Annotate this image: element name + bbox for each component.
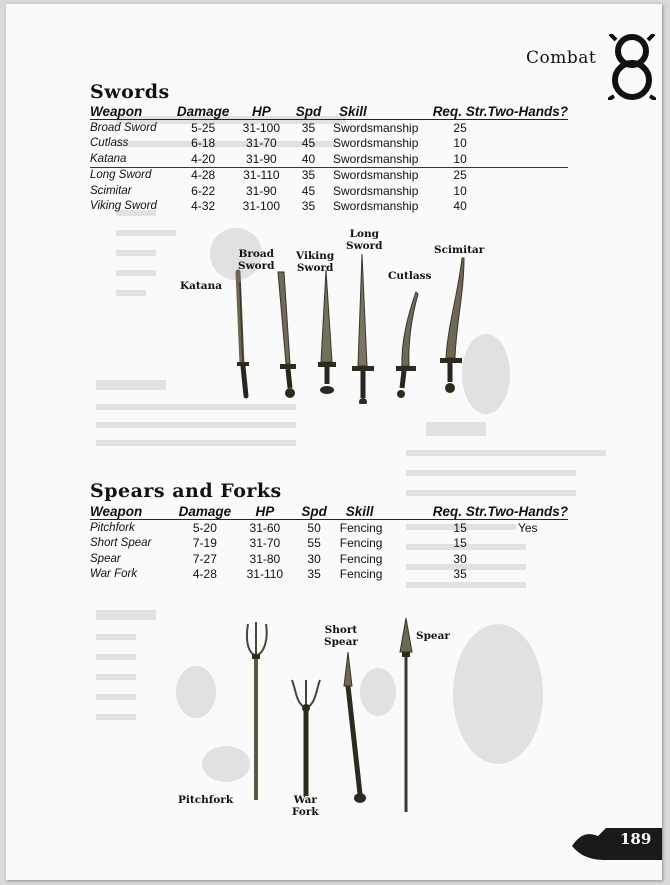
pitchfork-label: Pitchfork	[178, 794, 234, 806]
spd-value: 35	[301, 199, 316, 214]
table-row	[90, 183, 568, 199]
col-spd: Spd	[295, 104, 322, 119]
viking-sword-icon	[318, 270, 336, 394]
skill-value: Fencing	[339, 567, 383, 582]
pitchfork-icon	[247, 622, 267, 800]
col-weapon: Weapon	[90, 104, 143, 119]
manual-page	[6, 4, 662, 880]
spd-value: 55	[307, 536, 321, 551]
broad-sword-icon	[278, 272, 296, 398]
col-skill: Skill	[345, 504, 374, 519]
hp-value: 31-110	[246, 567, 284, 582]
req-str-value: 35	[453, 567, 467, 582]
damage-value: 7-27	[192, 551, 217, 566]
skill-value: Swordsmanship	[333, 151, 419, 166]
weapon-name: Katana	[90, 152, 127, 165]
hp-value: 31-90	[246, 151, 277, 166]
col-two-hands: Two-Hands?	[487, 104, 568, 119]
skill-value: Swordsmanship	[333, 168, 419, 183]
weapon-name: Long Sword	[90, 169, 152, 182]
weapon-name: Pitchfork	[90, 521, 135, 534]
col-hp: HP	[251, 104, 271, 119]
spear-label: Spear	[416, 630, 450, 642]
two-hands-value	[487, 136, 568, 152]
col-two-hands: Two-Hands?	[487, 504, 568, 519]
two-hands-value	[487, 199, 568, 215]
damage-value: 4-28	[191, 168, 216, 183]
col-damage: Damage	[178, 504, 232, 519]
spd-value: 40	[301, 151, 316, 166]
damage-value: 6-22	[191, 183, 216, 198]
short-spear-label: Short Spear	[324, 624, 358, 648]
damage-value: 6-18	[191, 136, 216, 151]
req-str-value: 10	[453, 151, 467, 166]
hp-value: 31-100	[242, 199, 281, 214]
two-hands-value	[487, 167, 568, 183]
req-str-value: 25	[453, 120, 467, 135]
ankh-emblem-icon	[608, 34, 656, 100]
col-spd: Spd	[301, 504, 327, 519]
table-row	[90, 167, 568, 183]
table-row	[90, 551, 568, 567]
spears-section-title: Spears and Forks	[90, 480, 282, 502]
table-row	[90, 151, 568, 167]
damage-value: 4-32	[191, 199, 216, 214]
spd-value: 35	[307, 567, 321, 582]
swords-table-header	[90, 104, 568, 120]
skill-value: Swordsmanship	[333, 120, 419, 135]
katana-label: Katana	[180, 280, 223, 292]
req-str-value: 40	[453, 199, 467, 214]
swords-illustration	[226, 254, 476, 404]
viking-sword-label: Viking Sword	[296, 250, 335, 274]
weapon-name: Viking Sword	[90, 200, 157, 213]
req-str-value: 10	[453, 136, 467, 151]
long-sword-icon	[352, 254, 374, 404]
col-damage: Damage	[176, 104, 230, 119]
table-row	[90, 520, 568, 536]
spears-table	[90, 504, 568, 582]
col-weapon: Weapon	[90, 504, 143, 519]
two-hands-value	[487, 120, 568, 136]
spd-value: 35	[301, 120, 316, 135]
hp-value: 31-60	[249, 520, 281, 535]
skill-value: Swordsmanship	[333, 136, 419, 151]
swords-table	[90, 104, 568, 214]
skill-value: Fencing	[339, 536, 383, 551]
skill-value: Fencing	[339, 520, 383, 535]
skill-value: Swordsmanship	[333, 199, 419, 214]
hp-value: 31-90	[246, 183, 277, 198]
two-hands-value	[487, 551, 568, 567]
weapon-name: Broad Sword	[90, 121, 157, 134]
req-str-value: 10	[453, 183, 467, 198]
scimitar-icon	[440, 258, 464, 393]
table-row	[90, 120, 568, 136]
spd-value: 45	[301, 183, 316, 198]
damage-value: 4-28	[192, 567, 217, 582]
long-sword-label: Long Sword	[346, 228, 383, 252]
damage-value: 5-20	[192, 520, 217, 535]
spd-value: 30	[307, 551, 321, 566]
hp-value: 31-100	[242, 120, 281, 135]
hp-value: 31-80	[249, 551, 281, 566]
spd-value: 35	[301, 168, 316, 183]
two-hands-value: Yes	[517, 520, 538, 535]
two-hands-value	[487, 536, 568, 552]
col-req-str: Req. Str.	[432, 504, 488, 519]
damage-value: 5-25	[191, 120, 216, 135]
weapon-name: Spear	[90, 552, 121, 565]
page-number: 189	[620, 830, 652, 848]
two-hands-value	[487, 151, 568, 167]
cutlass-label: Cutlass	[388, 270, 432, 282]
table-row	[90, 199, 568, 215]
war-fork-icon	[292, 680, 320, 796]
col-skill: Skill	[339, 104, 367, 119]
req-str-value: 30	[453, 551, 467, 566]
broad-sword-label: Broad Sword	[238, 248, 275, 272]
skill-value: Fencing	[339, 551, 383, 566]
weapon-name: Cutlass	[90, 137, 129, 150]
req-str-value: 15	[453, 536, 467, 551]
spd-value: 45	[301, 136, 316, 151]
scimitar-label: Scimitar	[434, 244, 485, 256]
table-row	[90, 136, 568, 152]
weapon-name: Short Spear	[90, 537, 152, 550]
short-spear-icon	[344, 652, 366, 803]
table-row	[90, 536, 568, 552]
damage-value: 7-19	[192, 536, 217, 551]
spd-value: 50	[307, 520, 321, 535]
cutlass-icon	[396, 292, 418, 398]
col-req-str: Req. Str.	[432, 104, 488, 119]
table-row	[90, 567, 568, 583]
swords-section-title: Swords	[90, 81, 170, 103]
war-fork-label: War Fork	[292, 794, 319, 818]
two-hands-value	[487, 183, 568, 199]
weapon-name: War Fork	[90, 568, 138, 581]
damage-value: 4-20	[191, 151, 216, 166]
hp-value: 31-70	[246, 136, 277, 151]
req-str-value: 25	[453, 168, 467, 183]
weapon-name: Scimitar	[90, 184, 132, 197]
katana-icon	[237, 272, 249, 396]
two-hands-value	[487, 567, 568, 583]
req-str-value: 15	[453, 520, 467, 535]
hp-value: 31-70	[249, 536, 281, 551]
hp-value: 31-110	[243, 168, 280, 183]
skill-value: Swordsmanship	[333, 183, 419, 198]
chapter-title: Combat	[526, 48, 597, 68]
col-hp: HP	[255, 504, 275, 519]
spear-icon	[400, 618, 412, 812]
spears-table-header	[90, 504, 568, 520]
